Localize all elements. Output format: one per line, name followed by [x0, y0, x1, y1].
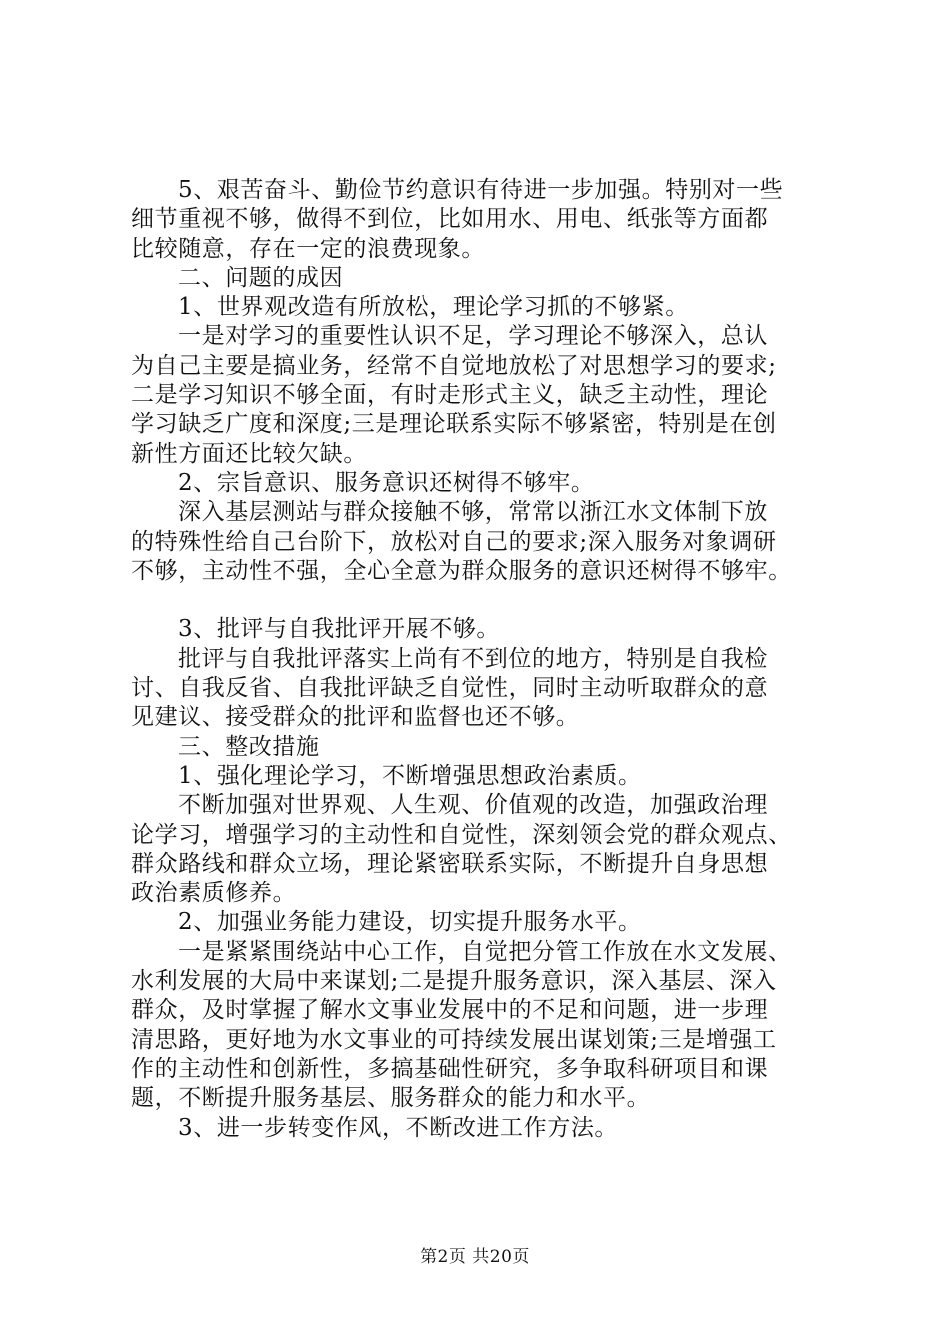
paragraph-line: 不断加强对世界观、人生观、价值观的改造，加强政治理 — [178, 792, 768, 819]
paragraph-line: 群众路线和群众立场，理论紧密联系实际，不断提升自身思想 — [131, 850, 769, 877]
section-heading: 二、问题的成因 — [178, 264, 344, 291]
paragraph-line: 比较随意，存在一定的浪费现象。 — [131, 235, 485, 262]
blank-line — [131, 586, 843, 615]
paragraph-line: 一是对学习的重要性认识不足，学习理论不够深入，总认 — [178, 323, 768, 350]
paragraph-line: 新性方面还比较欠缺。 — [131, 440, 367, 467]
paragraph-line: 政治素质修养。 — [131, 880, 297, 907]
paragraph-line: 二是学习知识不够全面，有时走形式主义，缺乏主动性，理论 — [131, 382, 769, 409]
paragraph-line: 不够，主动性不强，全心全意为群众服务的意识还树得不够牢。 — [131, 557, 792, 584]
document-body — [131, 176, 843, 1143]
paragraph-line: 清思路，更好地为水文事业的可持续发展出谋划策;三是增强工 — [131, 1026, 777, 1053]
section-heading: 三、整改措施 — [178, 733, 320, 760]
paragraph-line: 为自己主要是搞业务，经常不自觉地放松了对思想学习的要求; — [131, 352, 777, 379]
paragraph-line: 深入基层测站与群众接触不够，常常以浙江水文体制下放 — [178, 499, 768, 526]
paragraph-line: 见建议、接受群众的批评和监督也还不够。 — [131, 704, 580, 731]
subheading: 3、批评与自我批评开展不够。 — [178, 616, 501, 643]
paragraph-line: 水利发展的大局中来谋划;二是提升服务意识，深入基层、深入 — [131, 968, 777, 995]
subheading: 2、加强业务能力建设，切实提升服务水平。 — [178, 909, 642, 936]
paragraph-line: 学习缺乏广度和深度;三是理论联系实际不够紧密，特别是在创 — [131, 411, 777, 438]
paragraph-line: 细节重视不够，做得不到位，比如用水、用电、纸张等方面都 — [131, 206, 769, 233]
paragraph-line: 批评与自我批评落实上尚有不到位的地方，特别是自我检 — [178, 645, 768, 672]
subheading: 1、强化理论学习，不断增强思想政治素质。 — [178, 762, 642, 789]
paragraph-line: 的特殊性给自己台阶下，放松对自己的要求;深入服务对象调研 — [131, 528, 777, 555]
subheading: 3、进一步转变作风，不断改进工作方法。 — [178, 1114, 619, 1141]
paragraph-line: 论学习，增强学习的主动性和自觉性，深刻领会党的群众观点、 — [131, 821, 792, 848]
page-footer: 第2页 共20页 — [420, 1247, 530, 1267]
paragraph-line: 一是紧紧围绕站中心工作，自觉把分管工作放在水文发展、 — [178, 938, 792, 965]
paragraph-line: 群众，及时掌握了解水文事业发展中的不足和问题，进一步理 — [131, 997, 769, 1024]
paragraph-line: 5、艰苦奋斗、勤俭节约意识有待进一步加强。特别对一些 — [178, 177, 784, 203]
paragraph-line: 作的主动性和创新性，多搞基础性研究，多争取科研项目和课 — [131, 1055, 769, 1082]
paragraph-line: 讨、自我反省、自我批评缺乏自觉性，同时主动听取群众的意 — [131, 675, 769, 702]
paragraph-line: 题，不断提升服务基层、服务群众的能力和水平。 — [131, 1085, 651, 1112]
subheading: 2、宗旨意识、服务意识还树得不够牢。 — [178, 469, 595, 496]
subheading: 1、世界观改造有所放松，理论学习抓的不够紧。 — [178, 294, 689, 321]
